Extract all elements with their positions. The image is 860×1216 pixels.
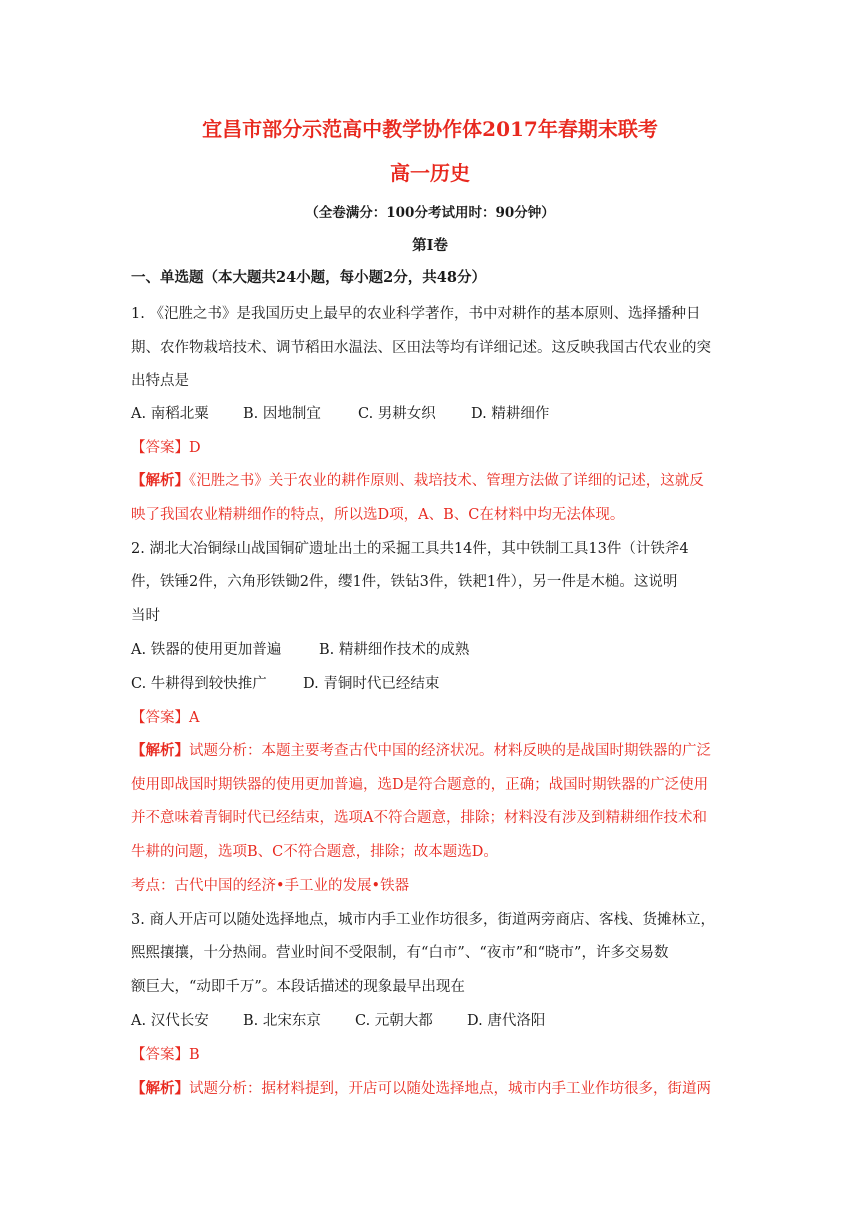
volume-label: 第Ⅰ卷 <box>412 237 448 254</box>
q1-analysis-line-1 <box>131 471 731 491</box>
q2-options-row-1 <box>131 640 731 660</box>
q1-stem-line-2: 期、农作物栽培技术、调节稻田水温法、区田法等均有详细记述。这反映我国古代农业的突 <box>131 340 711 356</box>
q2-options-row-2 <box>131 674 731 694</box>
q1-stem-line-1: 1. 《汜胜之书》是我国历史上最早的农业科学著作，书中对耕作的基本原则、选择播种日 <box>131 306 701 322</box>
q2-stem-line-3: 当时 <box>131 608 160 624</box>
q3-stem-line-2: 熙熙攘攘，十分热闹。营业时间不受限制，有“白市”、“夜市”和“晓市”，许多交易数 <box>131 945 669 961</box>
q3-stem-line-1: 3. 商人开店可以随处选择地点，城市内手工业作坊很多，街道两旁商店、客栈、货摊林立， <box>131 912 715 928</box>
q2-stem-line-2: 件，铁锤2件，六角形铁锄2件，缨1件，铁钻3件，铁耙1件），另一件是木槌。这说明 <box>131 574 678 590</box>
q2-option-d: D. 青铜时代已经结束 <box>303 676 440 692</box>
q1-analysis-text-1: 《汜胜之书》关于农业的耕作原则、栽培技术、管理方法做了详细的记述，这就反 <box>189 473 704 489</box>
q2-point: 考点：古代中国的经济•手工业的发展•铁器 <box>131 878 410 894</box>
q3-analysis-tag: 【解析】 <box>131 1080 189 1097</box>
q2-stem-line-1: 2. 湖北大冶铜绿山战国铜矿遗址出土的采掘工具共14件，其中铁制工具13件（计铁斧4 <box>131 541 689 557</box>
q1-analysis-line-2: 映了我国农业精耕细作的特点，所以选D项，A、B、C在材料中均无法体现。 <box>131 507 625 523</box>
q3-options <box>131 1011 731 1031</box>
q2-option-b: B. 精耕细作技术的成熟 <box>319 642 470 658</box>
q2-analysis-line-2: 使用即战国时期铁器的使用更加普遍，选D是符合题意的，正确；战国时期铁器的广泛使用 <box>131 777 709 793</box>
q2-answer: 【答案】A <box>131 710 200 726</box>
q3-option-a: A. 汉代长安 <box>131 1013 209 1029</box>
q3-option-b: B. 北宋东京 <box>243 1013 321 1029</box>
q3-answer: 【答案】B <box>131 1047 200 1063</box>
q2-analysis-line-4: 牛耕的问题，选项B、C不符合题意，排除；故本题选D。 <box>131 844 498 860</box>
q1-option-d: D. 精耕细作 <box>471 406 550 422</box>
q1-option-a: A. 南稻北粟 <box>131 406 209 422</box>
q2-analysis-text-1: 试题分析：本题主要考查古代中国的经济状况。材料反映的是战国时期铁器的广泛 <box>189 743 711 759</box>
q2-analysis-line-3: 并不意味着青铜时代已经结束，选项A不符合题意，排除；材料没有涉及到精耕细作技术和 <box>131 810 707 826</box>
q2-analysis-line-1 <box>131 741 731 761</box>
q1-answer: 【答案】D <box>131 440 201 456</box>
subject-title: 高一历史 <box>390 161 470 185</box>
q3-stem-line-3: 额巨大，“动即千万”。本段话描述的现象最早出现在 <box>131 979 465 995</box>
q1-stem-line-3: 出特点是 <box>131 373 189 389</box>
q3-option-c: C. 元朝大都 <box>355 1013 433 1029</box>
q1-option-b: B. 因地制宜 <box>243 406 321 422</box>
q2-option-a: A. 铁器的使用更加普遍 <box>131 642 282 658</box>
q3-analysis-line-1 <box>131 1079 731 1099</box>
q1-options <box>131 404 731 424</box>
exam-info: （全卷满分：100分考试用时：90分钟） <box>305 205 555 221</box>
q2-option-c: C. 牛耕得到较快推广 <box>131 676 267 692</box>
q2-analysis-tag: 【解析】 <box>131 742 189 759</box>
exam-title: 宜昌市部分示范高中教学协作体2017年春期末联考 <box>202 117 658 141</box>
section-heading: 一、单选题（本大题共24小题，每小题2分，共48分） <box>131 269 486 286</box>
q3-option-d: D. 唐代洛阳 <box>467 1013 546 1029</box>
q1-analysis-tag: 【解析】 <box>131 472 189 489</box>
q3-analysis-text-1: 试题分析：据材料提到，开店可以随处选择地点，城市内手工业作坊很多，街道两 <box>189 1081 711 1097</box>
q1-option-c: C. 男耕女织 <box>358 406 436 422</box>
